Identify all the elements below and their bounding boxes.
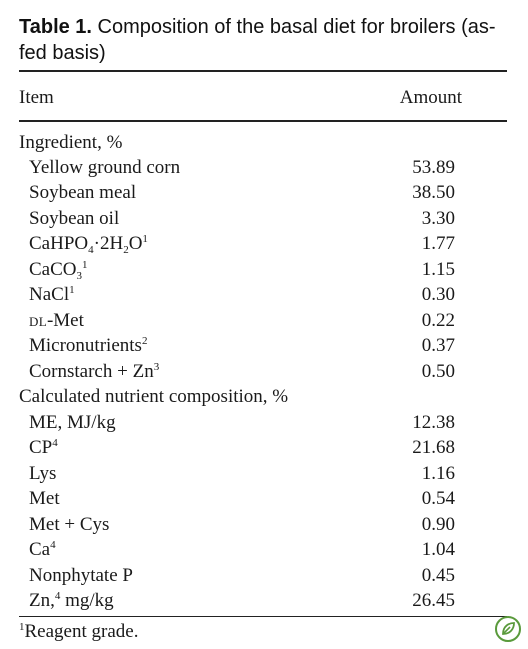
row-label [29, 231, 148, 256]
top-rule [19, 70, 507, 72]
row-value: 53.89 [412, 157, 455, 178]
footnote-marker: 1 [142, 233, 148, 245]
header-amount: Amount [399, 87, 462, 108]
row-label [29, 282, 75, 307]
label-text: Ca [29, 539, 51, 560]
table-row [19, 435, 455, 460]
row-value: 1.77 [421, 233, 455, 254]
row-label [29, 359, 159, 384]
table-row [19, 206, 455, 231]
section-label: Ingredient, % [19, 132, 123, 153]
row-value: 21.68 [412, 437, 455, 458]
row-value: 1.04 [421, 539, 455, 560]
row-label [29, 435, 58, 460]
row-label: Soybean meal [29, 182, 137, 203]
table-row [19, 282, 455, 307]
bottom-rule [19, 616, 507, 617]
leaf-badge-icon[interactable] [494, 615, 522, 643]
row-label: Nonphytate P [29, 565, 133, 586]
table-row [19, 155, 455, 180]
table-row [19, 308, 455, 333]
table-row [19, 231, 455, 256]
table-row [19, 512, 455, 537]
section-ingredient [19, 130, 455, 155]
row-value: 12.38 [412, 412, 455, 433]
row-label: Met + Cys [29, 514, 110, 535]
footnote [19, 620, 138, 644]
label-text: Zn, [29, 590, 55, 611]
row-value: 0.50 [421, 361, 455, 382]
formula-part: ·2H [93, 233, 124, 254]
table-title: Composition of the basal diet for broilers (as-fed basis) [19, 16, 496, 64]
footnote-marker: 4 [54, 590, 61, 602]
formula-part: CaCO [29, 259, 77, 280]
row-value: 38.50 [412, 182, 455, 203]
footnote-marker: 4 [50, 539, 56, 551]
row-value: 0.45 [421, 565, 455, 586]
row-label [29, 257, 88, 282]
row-label [29, 537, 56, 562]
row-label: ME, MJ/kg [29, 412, 116, 433]
row-value: 1.16 [421, 463, 455, 484]
formula-part: CaHPO [29, 233, 89, 254]
row-value: 0.54 [421, 488, 455, 509]
label-text: Micronutrients [29, 335, 142, 356]
small-caps-prefix: DL [29, 314, 47, 329]
table-caption [19, 14, 514, 66]
formula-part: O [128, 233, 143, 254]
footnote-marker: 1 [19, 621, 25, 633]
row-label: Met [29, 488, 60, 509]
row-value: 3.30 [421, 208, 455, 229]
table-row [19, 410, 455, 435]
label-text: CP [29, 437, 53, 458]
label-text: -Met [46, 310, 84, 331]
table-row [19, 461, 455, 486]
header-item: Item [19, 87, 54, 108]
header-rule [19, 120, 507, 122]
row-label [29, 333, 147, 358]
formula-part: NaCl [29, 284, 70, 305]
subscript: 4 [88, 244, 94, 256]
row-label [29, 588, 114, 613]
row-label [29, 308, 84, 334]
section-label: Calculated nutrient composition, % [19, 386, 289, 407]
table-label: Table 1. [19, 16, 92, 38]
table-row [19, 486, 455, 511]
label-text: mg/kg [60, 590, 114, 611]
footnote-text: Reagent grade. [24, 621, 139, 642]
row-value: 1.15 [421, 259, 455, 280]
row-value: 0.90 [421, 514, 455, 535]
row-value: 0.37 [421, 335, 455, 356]
table-row [19, 537, 455, 562]
row-label: Lys [29, 463, 57, 484]
table-row [19, 588, 455, 613]
footnote-marker: 3 [153, 361, 160, 373]
footnote-marker: 1 [69, 284, 75, 296]
row-label: Yellow ground corn [29, 157, 181, 178]
subscript: 2 [123, 244, 129, 256]
row-value: 0.22 [421, 310, 455, 331]
section-nutrient [19, 384, 455, 409]
label-text: Cornstarch + Zn [29, 361, 154, 382]
table-row [19, 180, 455, 205]
table-row [19, 257, 455, 282]
table-row [19, 359, 455, 384]
table-row [19, 563, 455, 588]
footnote-marker: 2 [141, 335, 148, 347]
row-value: 0.30 [421, 284, 455, 305]
footnote-marker: 1 [82, 259, 88, 271]
footnote-marker: 4 [52, 437, 58, 449]
table-row [19, 333, 455, 358]
row-label: Soybean oil [29, 208, 120, 229]
subscript: 3 [76, 270, 82, 282]
row-value: 26.45 [412, 590, 455, 611]
